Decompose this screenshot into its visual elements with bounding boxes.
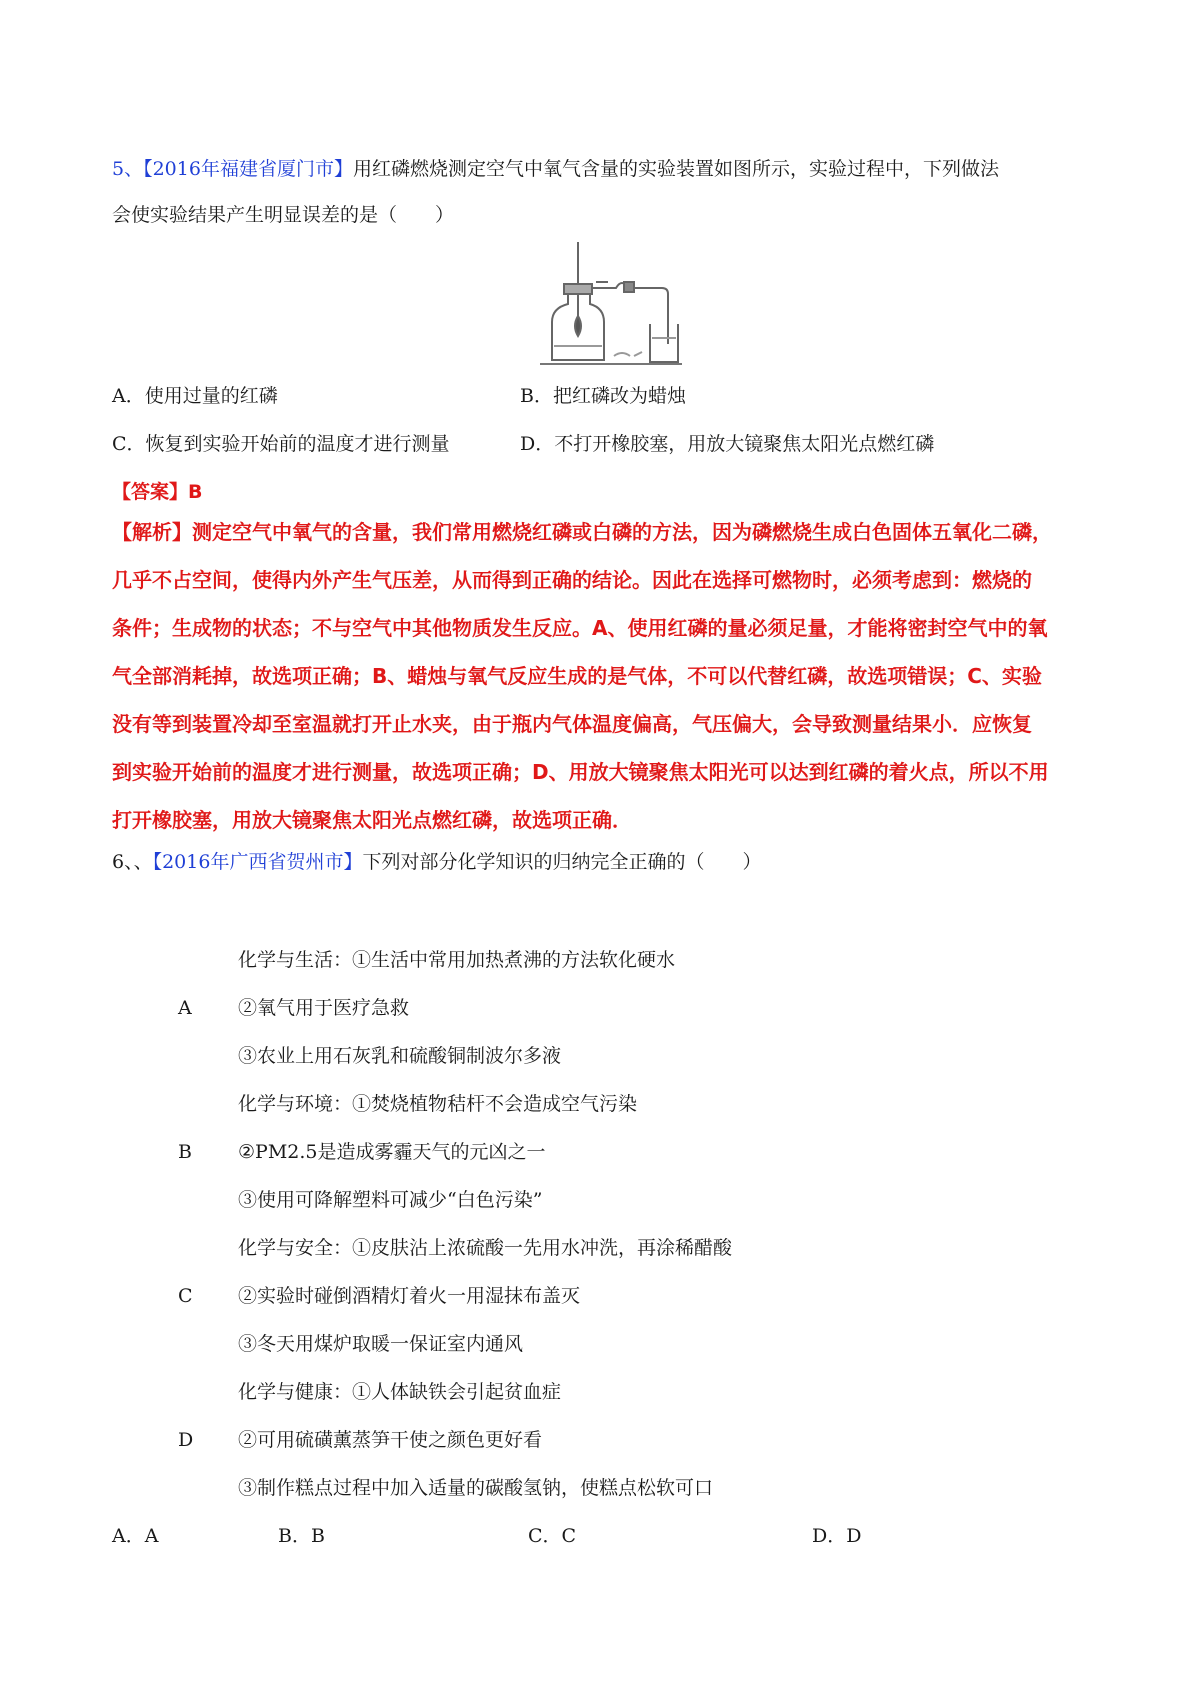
q6-choice-c: C．C bbox=[528, 1525, 577, 1547]
q6-group-a-letter: A bbox=[178, 997, 192, 1019]
q5-stem-line1 bbox=[112, 157, 999, 181]
q6-group-c-line1: 化学与安全：①皮肤沾上浓硫酸一先用水冲洗，再涂稀醋酸 bbox=[238, 1237, 733, 1259]
q6-stem-text: 下列对部分化学知识的归纳完全正确的（ ） bbox=[362, 851, 762, 873]
q6-group-c-letter: C bbox=[178, 1285, 193, 1307]
apparatus-figure bbox=[538, 238, 684, 370]
q6-group-d-line3: ③制作糕点过程中加入适量的碳酸氢钠，使糕点松软可口 bbox=[238, 1477, 714, 1499]
q6-stem bbox=[112, 850, 761, 874]
q6-group-a-line1: 化学与生活：①生活中常用加热煮沸的方法软化硬水 bbox=[238, 949, 676, 971]
q5-analysis-line: 到实验开始前的温度才进行测量，故选项正确；D、用放大镜聚焦太阳光可以达到红磷的着火点，所以不用 bbox=[112, 760, 1049, 784]
q5-option-a: A．使用过量的红磷 bbox=[112, 385, 278, 407]
q5-analysis-line: 【解析】测定空气中氧气的含量，我们常用燃烧红磷或白磷的方法，因为磷燃烧生成白色固体五氧化二磷， bbox=[112, 520, 1052, 544]
q6-group-a-line2: ②氧气用于医疗急救 bbox=[238, 997, 410, 1019]
q6-group-d-line1: 化学与健康：①人体缺铁会引起贫血症 bbox=[238, 1381, 562, 1403]
q5-analysis bbox=[112, 508, 1102, 844]
q6-group-b-line3: ③使用可降解塑料可减少“白色污染” bbox=[238, 1189, 543, 1211]
q6-choice-d: D．D bbox=[812, 1525, 862, 1547]
q5-number: 5、 bbox=[112, 158, 144, 180]
q6-number: 6、、 bbox=[112, 851, 153, 873]
q6-group-d-line2: ②可用硫磺薰蒸笋干使之颜色更好看 bbox=[238, 1429, 543, 1451]
q6-group-c-line3: ③冬天用煤炉取暖一保证室内通风 bbox=[238, 1333, 524, 1355]
q6-group-a-line3: ③农业上用石灰乳和硫酸铜制波尔多液 bbox=[238, 1045, 562, 1067]
q6-group-c-line2: ②实验时碰倒酒精灯着火一用湿抹布盖灭 bbox=[238, 1285, 581, 1307]
q6-group-d-letter: D bbox=[178, 1429, 194, 1451]
q5-source: 【2016年福建省厦门市】 bbox=[143, 158, 353, 180]
q5-stem-line2: 会使实验结果产生明显误差的是（ ） bbox=[112, 204, 455, 226]
q6-source: 【2016年广西省贺州市】 bbox=[152, 851, 363, 873]
q5-answer: 【答案】B bbox=[112, 481, 203, 503]
q5-option-c: C．恢复到实验开始前的温度才进行测量 bbox=[112, 433, 450, 455]
q6-group-b-line1: 化学与环境：①焚烧植物秸杆不会造成空气污染 bbox=[238, 1093, 638, 1115]
q5-analysis-line: 打开橡胶塞，用放大镜聚焦太阳光点燃红磷，故选项正确． bbox=[112, 808, 632, 832]
q6-choice-b: B．B bbox=[278, 1525, 325, 1547]
q5-stem-text: 用红磷燃烧测定空气中氧气含量的实验装置如图所示，实验过程中，下列做法 bbox=[352, 158, 999, 180]
q6-choice-a: A．A bbox=[112, 1525, 159, 1547]
q5-analysis-line: 没有等到装置冷却至室温就打开止水夹，由于瓶内气体温度偏高，气压偏大，会导致测量结果小．应恢复 bbox=[112, 712, 1032, 736]
q5-analysis-line: 条件；生成物的状态；不与空气中其他物质发生反应。A、使用红磷的量必须足量，才能将密封空气中的氧 bbox=[112, 616, 1048, 640]
q5-analysis-line: 气全部消耗掉，故选项正确；B、蜡烛与氧气反应生成的是气体，不可以代替红磷，故选项错误；C、实验 bbox=[112, 664, 1042, 688]
q6-group-b-letter: B bbox=[178, 1141, 192, 1163]
q6-group-b-line2: ②PM2.5是造成雾霾天气的元凶之一 bbox=[238, 1141, 546, 1163]
q5-analysis-line: 几乎不占空间，使得内外产生气压差，从而得到正确的结论。因此在选择可燃物时，必须考虑到：燃烧的 bbox=[112, 568, 1032, 592]
q5-option-d: D．不打开橡胶塞，用放大镜聚焦太阳光点燃红磷 bbox=[520, 433, 935, 455]
q5-option-b: B．把红磷改为蜡烛 bbox=[520, 385, 686, 407]
